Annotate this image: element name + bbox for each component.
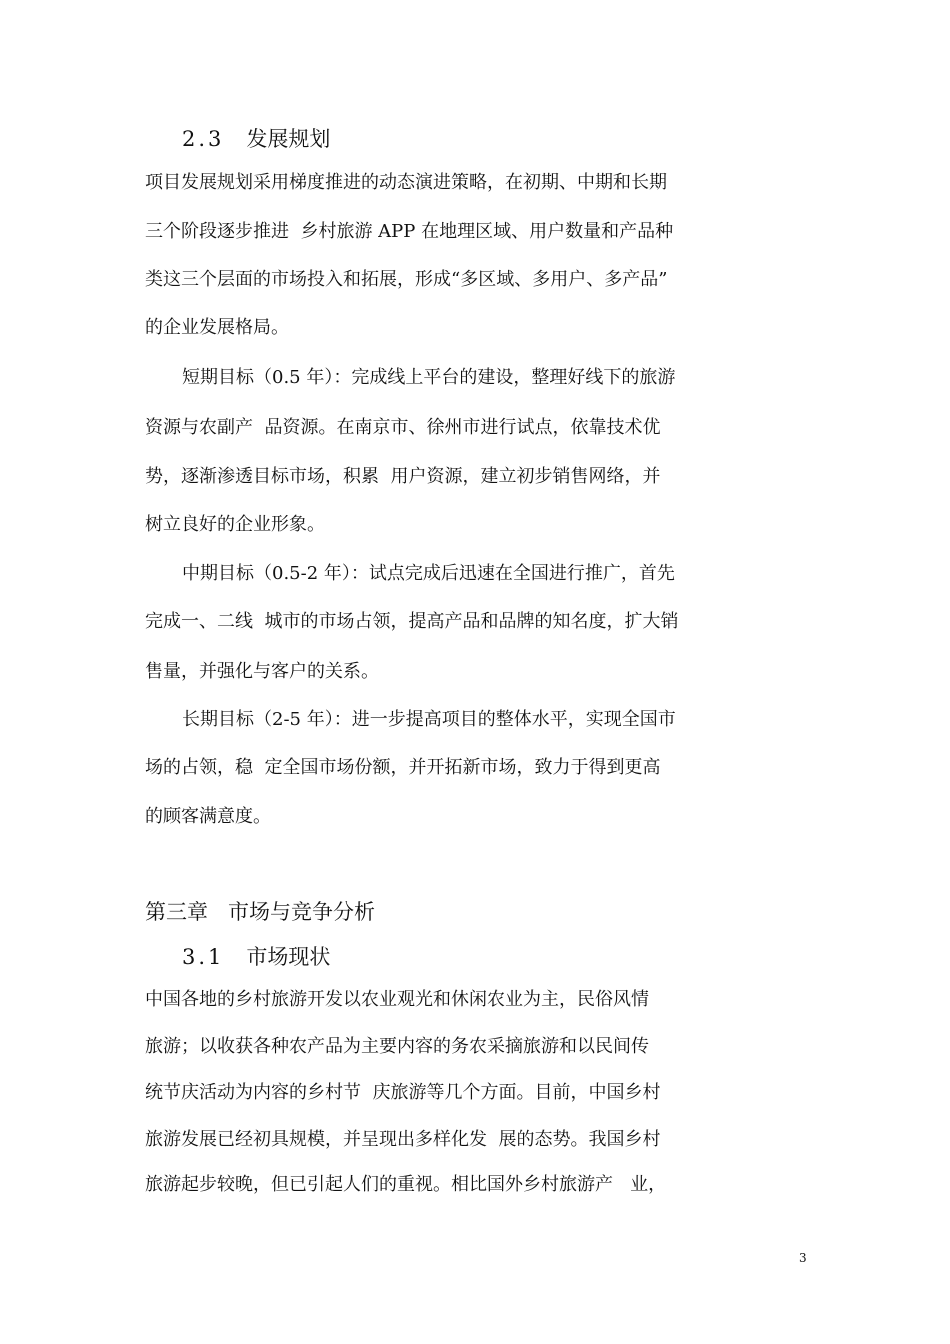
- paragraph-line: 中期目标（0.5-2 年）：试点完成后迅速在全国进行推广，首先: [182, 563, 675, 584]
- section-heading-3-1: [182, 944, 330, 970]
- section-title: 发展规划: [246, 127, 331, 151]
- paragraph-line: 的企业发展格局。: [145, 317, 289, 338]
- paragraph-line: 三个阶段逐步推进 乡村旅游 APP 在地理区域、用户数量和产品种: [145, 221, 674, 242]
- chapter-heading: 第三章 市场与竞争分析: [145, 900, 376, 924]
- section-number: 2.3: [182, 127, 225, 151]
- paragraph-line: 统节庆活动为内容的乡村节 庆旅游等几个方面。目前，中国乡村: [145, 1082, 661, 1103]
- paragraph-line: 旅游；以收获各种农产品为主要内容的务农采摘旅游和以民间传: [145, 1036, 649, 1057]
- paragraph-line: 售量，并强化与客户的关系。: [145, 661, 379, 682]
- paragraph-line: 旅游发展已经初具规模，并呈现出多样化发 展的态势。我国乡村: [145, 1129, 661, 1150]
- paragraph-line: 势，逐渐渗透目标市场，积累 用户资源，建立初步销售网络，并: [145, 466, 661, 487]
- paragraph-line: 长期目标（2-5 年）：进一步提高项目的整体水平，实现全国市: [182, 709, 676, 730]
- paragraph-line: 项目发展规划采用梯度推进的动态演进策略，在初期、中期和长期: [145, 172, 667, 193]
- section-title: 市场现状: [246, 945, 331, 969]
- paragraph-line: 完成一、二线 城市的市场占领，提高产品和品牌的知名度，扩大销: [145, 611, 679, 632]
- paragraph-line: 中国各地的乡村旅游开发以农业观光和休闲农业为主，民俗风情: [145, 989, 649, 1010]
- paragraph-line: 资源与农副产 品资源。在南京市、徐州市进行试点，依靠技术优: [145, 417, 661, 438]
- page-number: 3: [799, 1251, 807, 1265]
- section-heading-2-3: [182, 126, 330, 152]
- paragraph-line: 短期目标（0.5 年）：完成线上平台的建设，整理好线下的旅游: [182, 367, 676, 388]
- section-number: 3.1: [182, 945, 225, 969]
- paragraph-line: 树立良好的企业形象。: [145, 514, 325, 535]
- paragraph-line: 场的占领，稳 定全国市场份额，并开拓新市场，致力于得到更高: [145, 757, 661, 778]
- paragraph-line: 的顾客满意度。: [145, 806, 271, 827]
- paragraph-line: 类这三个层面的市场投入和拓展，形成“多区域、多用户、多产品”: [145, 269, 668, 290]
- paragraph-line: 旅游起步较晚，但已引起人们的重视。相比国外乡村旅游产 业，: [145, 1174, 667, 1195]
